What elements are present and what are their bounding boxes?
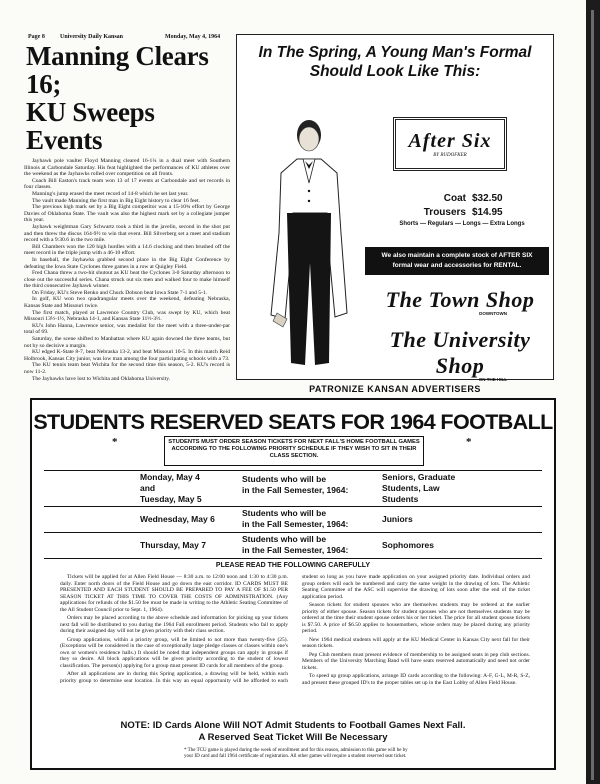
article-paragraph: KU edged K-State 8-7, beat Nebraska 13-2, and beat Missouri 10-5. In this match Reid Holbrook, Kansas City junior, was low man among the four participating schools with a 73. <box>24 349 230 362</box>
class-line: Juniors <box>382 514 413 524</box>
article-paragraph: The previous high mark set by a Big Eight competitor was a 15-10¾ effort by George Davies of Oklahoma State. The vault was also the highest mark set by a collegiate jumper this year. <box>24 204 230 224</box>
schedule-class <box>382 514 413 525</box>
rule-paragraph: Tickets will be applied for at Allen Field House — 8:30 a.m. to 12:00 noon and 1:30 to 4:30 p.m. daily. Enter north doors of the Field House and go down the east corridor. ID CARDS MUST BE PRESENTED AND EACH STUDENT SHOULD BE PREPARED TO PAY A FEE OF $1.50 PER SEASON TICKET AT THIS TIME TO COVER THE COSTS OF ADMINISTRATION. (Any applications for refunds of the $1.50 fee must be made in writing to the Athletic Seating Committee of the All Student Council prior to Sept. 1, 1964). <box>60 574 288 613</box>
football-tickets-ad <box>30 398 556 770</box>
schedule-day <box>140 514 215 525</box>
divider <box>44 532 542 533</box>
class-line: Students, Law <box>382 483 440 493</box>
rental-line-1: We also maintain a complete stock of AFTER SIX <box>381 252 533 259</box>
schedule-class <box>382 472 455 505</box>
university-shop-location: ON THE HILL <box>478 377 507 382</box>
rule-paragraph: After all applications are in during this Spring application, a drawing will be held, within each priority group to determine seat location. In this way an equal opportunity will be afforded to each student so long as you have made application on your assigned priority date. Individual orders and group orders will each be numbered and carry the same weight in the drawing of lots. The Athletic Seating Committee of the ASC will supervise the drawing of lots soon after the end of the ticket application period. <box>60 574 530 684</box>
article-paragraph: On Friday, KU's Steve Renko and Chuck Dobson beat Iowa State 7-1 and 5-1. <box>32 289 208 296</box>
rule-paragraph: Season tickets for student spouses who are themselves students may be ordered at the earlier priority of either spouse. Season tickets for student spouses who are not themselves students may be ordered at the time their student spouse orders his or her ticket. The price for all student spouse tickets is $7.50. A price of $6.50 applies to housemothers, whose orders may be placed during any priority period. <box>302 602 530 634</box>
rule-paragraph: Orders may be placed according to the above schedule and information for picking up your tickets next fall will be distributed to you during the 1964 Fall enrollment period. Students who fail to apply during their assigned day will not be given priority with their class section. <box>60 615 288 634</box>
ad-headline-line-2: Should Look Like This: <box>309 63 481 80</box>
article-headline <box>26 42 230 154</box>
brand-subtitle: BY RUDOFKER <box>433 153 467 158</box>
size-options: Shorts — Regulars — Longs — Extra Longs <box>399 221 525 227</box>
article-paragraph: Bill Chambers won the 120 high hurdles with a 14.6 clocking and then brushed off the meet record in the triple jump with a 46-10 effort. <box>24 243 230 257</box>
town-shop-logo <box>375 287 545 316</box>
coat-price-row <box>377 193 547 204</box>
brand-name: After Six <box>408 130 492 152</box>
day-line: Tuesday, May 5 <box>140 494 202 504</box>
headline-line-2: KU Sweeps Events <box>26 97 155 155</box>
id-card-note <box>32 720 554 744</box>
trousers-label: Trousers <box>423 207 466 218</box>
article-paragraph: The KU tennis team beat Wichita for the second time this season, 5-2. KU's record is now 11-2. <box>24 362 230 375</box>
rule-paragraph: Pep Club members must present evidence of membership to be assigned seats in pep club sections. Members of the University Marching Band will have seats reserved automatically and need not order tickets. <box>302 651 530 671</box>
please-read-heading: PLEASE READ THE FOLLOWING CAREFULLY <box>215 562 371 569</box>
university-shop-name: The University Shop <box>389 327 531 378</box>
headline-line-1: Manning Clears 16; <box>26 41 209 99</box>
ticket-banner: STUDENTS RESERVED SEATS FOR 1964 FOOTBALL <box>33 410 553 434</box>
article-paragraph: Jayhawk weightman Gary Schwartz took a third in the javelin, second in the shot put and then threw the discus 164-9½ to win that event. Bill Silverberg set a meet and stadium record with a 9:30.6 in the two mile. <box>24 223 230 244</box>
divider <box>44 470 542 471</box>
priority-notice: STUDENTS MUST ORDER SEASON TICKETS FOR NEXT FALL'S HOME FOOTBALL GAMES ACCORDING TO THE FOLLOWING PRIORITY SCHEDULE IF THEY WISH TO SIT IN THEIR CLASS SECTION. <box>164 436 424 466</box>
who-line: Students who will be <box>242 508 327 518</box>
who-line: Students who will be <box>242 474 327 484</box>
ad-headline-line-1: In The Spring, A Young Man's Formal <box>258 44 532 61</box>
article-paragraph: Manning's jump erased the meet record of 14-8 which he set last year. <box>32 190 189 197</box>
class-line: Seniors, Graduate <box>382 472 456 482</box>
schedule-day <box>140 540 206 551</box>
page-number: Page 8 <box>28 34 45 40</box>
rule-paragraph: Group applications, within a priority group, will be limited to not more than twenty-five (25). (Exceptions will be considered in the case of exceptionally large pledge classes or classes within one's own or women's residence halls.) It should be noted that independent groups can apply in groups if they so desire. All block applications will be given priority according to the student of lowest classification. The person(s) applying for a group must present ID cards for all members of the group. <box>60 636 288 669</box>
issue-date: Monday, May 4, 1964 <box>165 34 221 40</box>
class-line: Students <box>382 494 419 504</box>
who-line: Students who will be <box>242 534 327 544</box>
who-line: in the Fall Semester, 1964: <box>242 519 349 529</box>
article-paragraph: KU's John Hanna, Lawrence senior, was medalist for the meet with a three-under-par total of 69. <box>24 322 230 336</box>
note-line-2: A Reserved Seat Ticket Will Be Necessary <box>198 732 388 743</box>
article-paragraph: Jayhawk pole vaulter Floyd Manning cleared 16-1¼ in a dual meet with Southern Illinois at Carbondale Saturday. His feat highlighted the performances of KU athletes over the weekend as the Jayhawks rolled over competition on all fronts. <box>24 158 230 178</box>
after-six-logo <box>393 117 507 171</box>
day-line: Monday, May 4 <box>140 472 200 482</box>
schedule-day <box>140 472 202 505</box>
schedule-who <box>242 534 348 556</box>
ticket-rules <box>60 574 530 686</box>
who-line: in the Fall Semester, 1964: <box>242 485 349 495</box>
article-paragraph: The Jayhawks have lost to Wichita and Oklahoma University. <box>32 375 171 382</box>
university-shop-logo <box>375 327 545 382</box>
schedule-who <box>242 474 348 496</box>
town-shop-name: The Town Shop <box>385 287 535 312</box>
trousers-price: $14.95 <box>472 207 503 218</box>
article-paragraph: In baseball, the Jayhawks grabbed second place in the Big Eight Conference by defeating the Iowa State Cyclones three games in a row at Quigley Field. <box>24 256 230 270</box>
divider <box>44 506 542 507</box>
rule-paragraph: New 1964 medical students will apply at the KU Medical Center in Kansas City next fall for their season tickets. <box>302 636 530 649</box>
divider <box>44 558 542 559</box>
class-line: Sophomores <box>382 540 434 550</box>
star-icon: * <box>466 436 472 448</box>
rule-paragraph: To speed up group applications, arrange ID cards according to the following: A-F, G-L, M-R, S-Z, and present these grouped ID's to the proper tables set up in the East Lobby of Allen Field House. <box>302 673 530 686</box>
scan-edge <box>586 0 600 784</box>
formal-wear-ad <box>236 34 554 380</box>
schedule-who <box>242 508 348 530</box>
article-paragraph: Fred Chana threw a two-hit shutout as KU beat the Cyclones 3-0 Saturday afternoon to close out the successful series. Chana struck out six men and walked four to make himself the third consecutive Jayhawk winner. <box>24 270 230 290</box>
patronize-banner: PATRONIZE KANSAN ADVERTISERS <box>309 384 481 394</box>
day-line: Wednesday, May 6 <box>140 514 215 524</box>
rental-notice <box>365 247 549 275</box>
day-line: Thursday, May 7 <box>140 540 206 550</box>
star-icon: * <box>112 436 118 448</box>
rental-line-2: formal wear and accessories for RENTAL. <box>392 262 522 269</box>
day-line: and <box>140 483 156 493</box>
who-line: in the Fall Semester, 1964: <box>242 545 349 555</box>
note-line-1: NOTE: ID Cards Alone Will NOT Admit Students to Football Games Next Fall. <box>120 720 466 731</box>
tuxedo-man-illustration <box>257 113 353 375</box>
article-paragraph: The first match, played at Lawrence Country Club, was swept by KU, which beat Missouri 13½-1½, Nebraska 14-1, and Kansas State 11½-3½. <box>24 309 230 323</box>
article-paragraph: In golf, KU won two quadrangular meets over the weekend, defeating Nebraska, Kansas State and Missouri twice. <box>24 296 230 310</box>
schedule-class <box>382 540 434 551</box>
price-list <box>377 193 547 227</box>
article-body <box>24 158 230 382</box>
tcu-footnote: * The TCU game is played during the week of enrollment and for this reason, admission to this game will be by your ID card and fall 1964 certificate of registration. All other games will require a student reserved seat ticket. <box>184 748 408 759</box>
coat-price: $32.50 <box>472 193 503 204</box>
coat-label: Coat <box>443 193 466 204</box>
article-paragraph: Saturday, the scene shifted to Manhattan where KU again downed the three teams, but not by so decisive a margin. <box>24 336 230 349</box>
town-shop-location: DOWNTOWN <box>479 311 507 316</box>
article-paragraph: The vault made Manning the first man in Big Eight history to clear 16 feet. <box>32 197 200 204</box>
ad-headline <box>237 43 553 81</box>
article-paragraph: Coach Bill Easton's track team won 13 of 17 events at Carbondale and set records in four classes. <box>24 177 230 191</box>
trousers-price-row <box>377 207 547 218</box>
sports-article <box>24 42 230 398</box>
paper-name: University Daily Kansan <box>60 34 124 40</box>
